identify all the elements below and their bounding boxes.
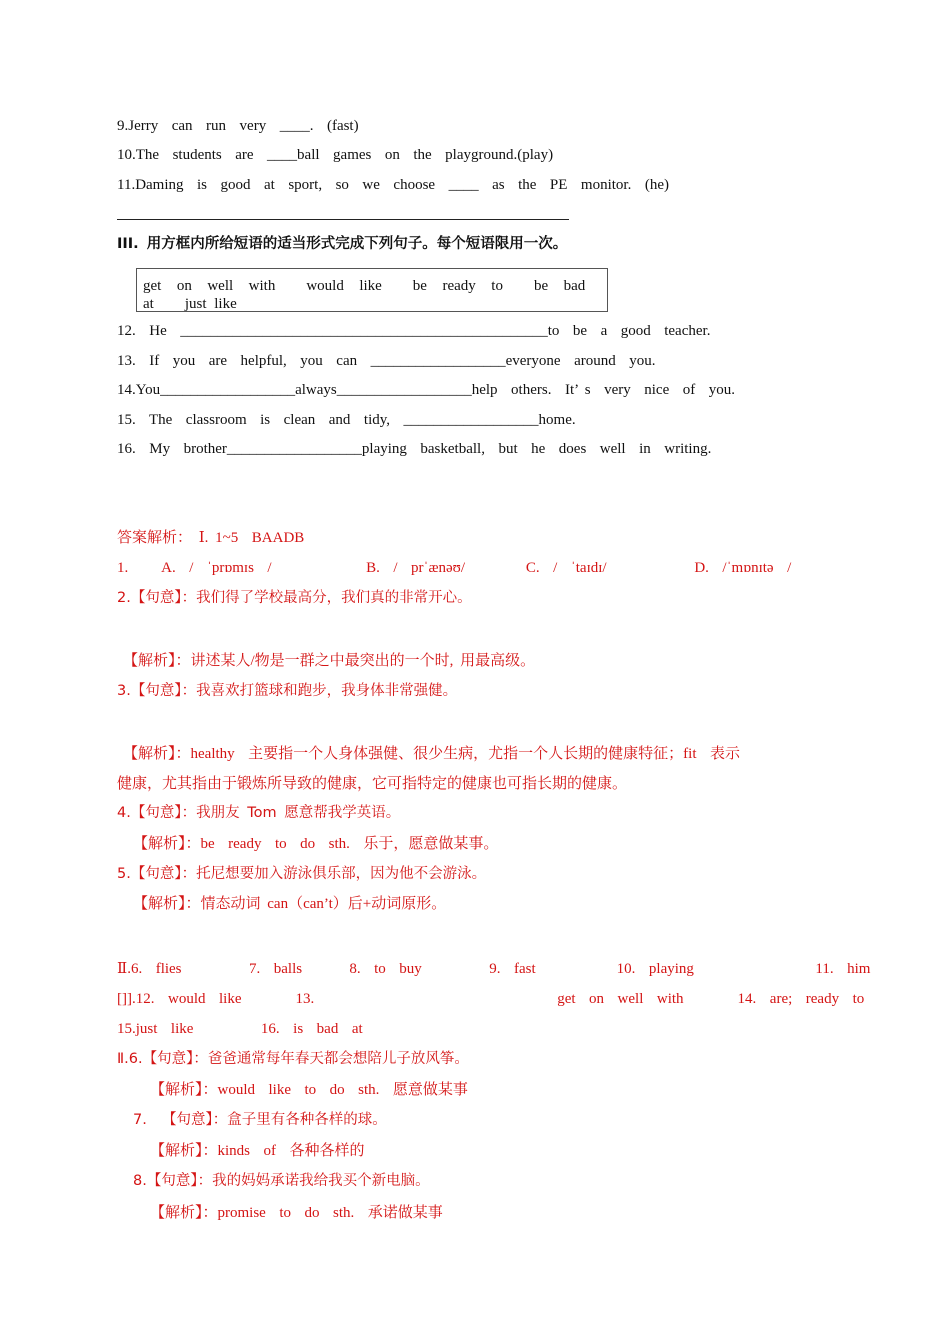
answer-2: 2.【句意】：我们得了学校最高分，我们真的非常开心。 — [117, 590, 472, 606]
answers-section-3-line-2: 15.just like 16. is bad at — [117, 1021, 363, 1037]
answer-1: 1. A. / ˈprɒmɪs / B. / prˈænəʊ/ C. / ˈtaɪdɪ/ D. /ˈmɒnɪtə / — [117, 560, 792, 576]
answer-3: 3.【句意】：我喜欢打篮球和跑步，我身体非常强健。 — [117, 683, 458, 699]
answer-3-analysis-1: 【解析】：healthy 主要指一个人身体强健、很少生病，尤指一个人长期的健康特征；fit 表示 — [123, 746, 740, 762]
answer-6-analysis: 【解析】：would like to do sth. 愿意做某事 — [150, 1082, 468, 1098]
answer-5: 5.【句意】：托尼想要加入游泳俱乐部，因为他不会游泳。 — [117, 866, 487, 882]
exercise-line-11: 11.Daming is good at sport, so we choose ____ as the PE monitor. (he) — [117, 177, 669, 193]
answer-7-analysis: 【解析】：kinds of 各种各样的 — [150, 1143, 365, 1159]
section-3-title: III. 用方框内所给短语的适当形式完成下列句子。每个短语限用一次。 — [117, 236, 568, 252]
exercise-line-13: 13. If you are helpful, you can __________________everyone around you. — [117, 353, 656, 369]
exercise-line-15: 15. The classroom is clean and tidy, __________________home. — [117, 412, 576, 428]
answers-section-3-line-1: []].12. would like 13. get on well with 14. are; ready to — [117, 991, 865, 1007]
exercise-line-9: 9.Jerry can run very ____. (fast) — [117, 118, 359, 134]
answer-7: 7. 【句意】：盒子里有各种各样的球。 — [133, 1112, 387, 1128]
exercise-line-10: 10.The students are ____ball games on the playground.(play) — [117, 147, 554, 163]
answer-4: 4.【句意】：我朋友 Tom 愿意帮我学英语。 — [117, 805, 401, 821]
answers-section-2: Ⅱ.6. flies 7. balls 8. to buy 9. fast 10. playing 11. him — [117, 961, 871, 977]
answer-2-analysis: 【解析】：讲述某人/物是一群之中最突出的一个时, 用最高级。 — [123, 653, 536, 669]
phrase-box-text: get on well with would like be ready to be bad at just like — [143, 278, 601, 312]
answer-header: 答案解析： Ⅰ. 1~5 BAADB — [117, 530, 305, 546]
exercise-line-14: 14.You__________________always__________________help others. It’ s very nice of you. — [117, 382, 735, 398]
separator-line — [117, 219, 569, 220]
exercise-line-16: 16. My brother__________________playing basketball, but he does well in writing. — [117, 441, 712, 457]
answer-8: 8.【句意】：我的妈妈承诺我给我买个新电脑。 — [133, 1173, 430, 1189]
answer-3-analysis-2: 健康，尤其指由于锻炼所导致的健康，它可指特定的健康也可指长期的健康。 — [117, 776, 628, 792]
answer-8-analysis: 【解析】：promise to do sth. 承诺做某事 — [150, 1205, 443, 1221]
phrase-box — [136, 268, 608, 312]
answer-5-analysis: 【解析】：情态动词 can（can’t）后+动词原形。 — [133, 896, 447, 912]
answer-4-analysis: 【解析】：be ready to do sth. 乐于，愿意做某事。 — [133, 836, 499, 852]
exercise-line-12: 12. He _________________________________________________to be a good teacher. — [117, 323, 711, 339]
answer-6: Ⅱ.6.【句意】：爸爸通常每年春天都会想陪儿子放风筝。 — [117, 1051, 469, 1067]
